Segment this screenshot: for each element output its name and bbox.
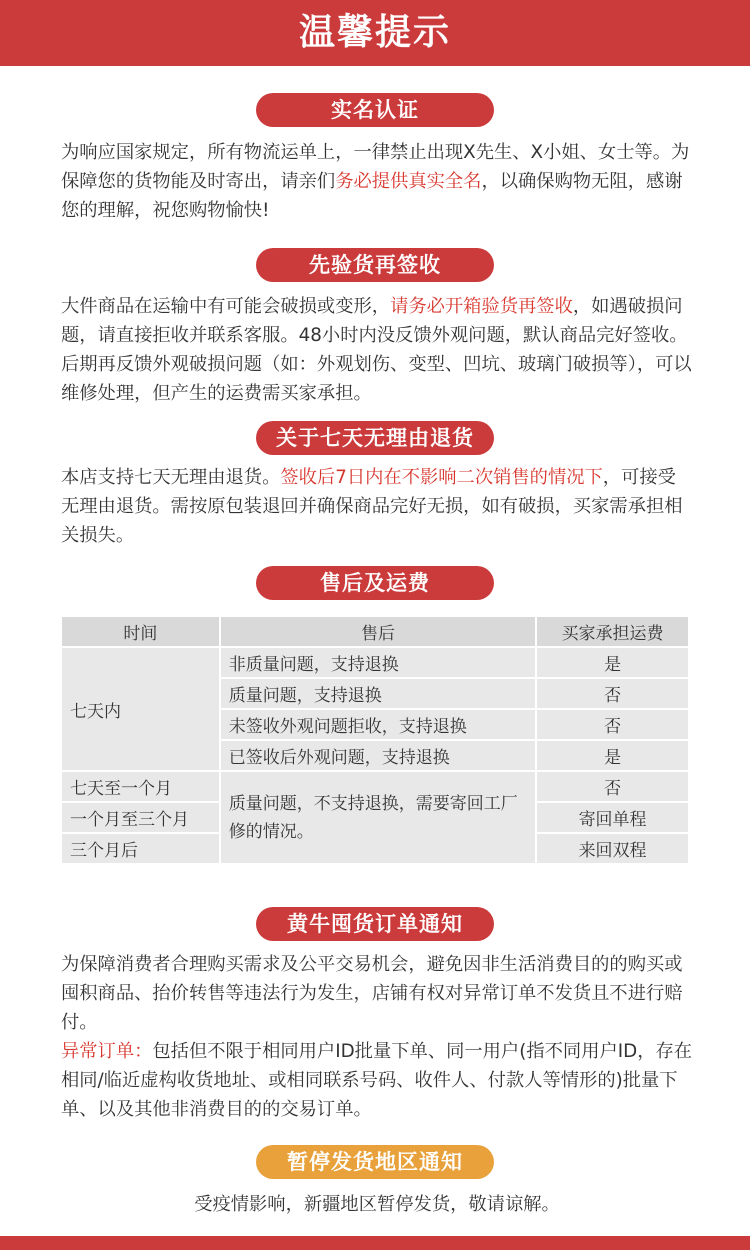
aftersale-table <box>60 615 690 865</box>
return7-highlight: 签收后7日内在不影响二次销售的情况下 <box>280 467 603 488</box>
fee-cell: 是 <box>537 648 688 677</box>
service-cell: 质量问题，支持退换 <box>221 679 535 708</box>
fee-cell: 否 <box>537 710 688 739</box>
scalper-text-b: 包括但不限于相同用户ID批量下单、同一用户(指不同用户ID，存在相同/临近虚构收货地址、或相同联系号码、收件人、付款人等情形的)批量下单、以及其他非消费目的的交易订单。 <box>61 1041 693 1120</box>
fee-cell: 否 <box>537 772 688 801</box>
service-cell: 未签收外观问题拒收，支持退换 <box>221 710 535 739</box>
table-row <box>62 772 688 801</box>
scalper-label: 异常订单： <box>61 1041 153 1062</box>
realname-text-a: 为响应国家规定，所有物流运单上，一律禁止出现X先生、X小姐、女士等。为保障您的货物能及时寄出，请亲们 <box>61 142 690 192</box>
realname-paragraph <box>61 138 693 225</box>
fee-cell: 是 <box>537 741 688 770</box>
page-title-banner <box>0 0 750 66</box>
realname-text-b: ，以确保购物无阻，感谢您的理解，祝您购物愉快! <box>61 171 683 221</box>
fee-cell: 寄回单程 <box>537 803 688 832</box>
realname-highlight: 务必提供真实全名 <box>335 171 482 192</box>
service-cell: 非质量问题，支持退换 <box>221 648 535 677</box>
inspect-highlight: 请务必开箱验货再签收 <box>390 296 573 317</box>
period-cell: 七天至一个月 <box>62 772 219 801</box>
header-fee: 买家承担运费 <box>537 617 688 646</box>
bottom-bar <box>0 1236 750 1250</box>
service-cell: 已签收后外观问题，支持退换 <box>221 741 535 770</box>
service-cell: 质量问题，不支持退换，需要寄回工厂修的情况。 <box>221 772 535 863</box>
return7-text-b: ，可接受无理由退货。需按原包装退回并确保商品完好无损，如有破损，买家需承担相关损失。 <box>61 467 683 546</box>
period-cell: 七天内 <box>62 648 219 770</box>
scalper-text-a: 为保障消费者合理购买需求及公平交易机会，避免因非生活消费目的的购买或囤积商品、抬价转售等违法行为发生，店铺有权对异常订单不发货且不进行赔付。 <box>61 954 683 1033</box>
section-title-inspect: 先验货再签收 <box>256 248 494 282</box>
inspect-paragraph <box>61 292 693 408</box>
inspect-text-b: ，如遇破损问题，请直接拒收并联系客服。48小时内没反馈外观问题，默认商品完好签收。后期再反馈外观破损问题（如：外观划伤、变型、凹坑、玻璃门破损等），可以维修处理，但产生的运费需买家承担。 <box>61 296 692 404</box>
period-cell: 三个月后 <box>62 834 219 863</box>
fee-cell: 否 <box>537 679 688 708</box>
page-title: 温馨提示 <box>298 12 451 53</box>
scalper-paragraph <box>61 950 693 1124</box>
section-title-aftersale: 售后及运费 <box>256 566 494 600</box>
section-title-realname: 实名认证 <box>256 93 494 127</box>
header-service: 售后 <box>221 617 535 646</box>
table-row <box>62 648 688 677</box>
return7-paragraph <box>61 463 693 550</box>
return7-text-a: 本店支持七天无理由退货。 <box>61 467 281 488</box>
header-time: 时间 <box>62 617 219 646</box>
inspect-text-a: 大件商品在运输中有可能会破损或变形， <box>61 296 391 317</box>
period-cell: 一个月至三个月 <box>62 803 219 832</box>
section-title-suspend: 暂停发货地区通知 <box>256 1145 494 1179</box>
table-header-row <box>62 617 688 646</box>
section-title-scalper: 黄牛囤货订单通知 <box>256 907 494 941</box>
section-title-return7: 关于七天无理由退货 <box>256 421 494 455</box>
suspend-paragraph: 受疫情影响，新疆地区暂停发货，敬请谅解。 <box>194 1194 560 1215</box>
fee-cell: 来回双程 <box>537 834 688 863</box>
